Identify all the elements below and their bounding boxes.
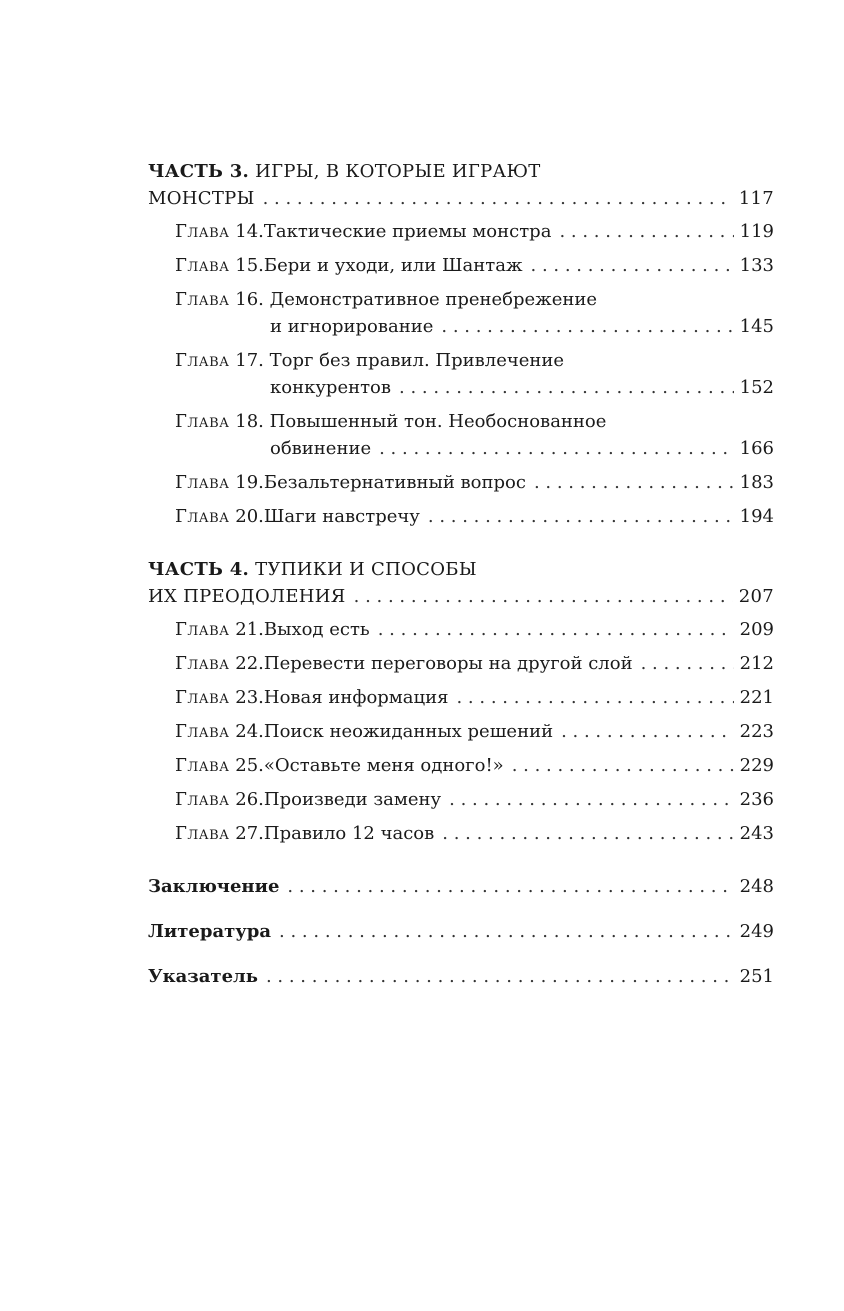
chapter-number: 23. [235, 687, 264, 708]
chapter-title-line [175, 286, 774, 313]
toc-part [148, 158, 774, 530]
dot-leader [449, 786, 734, 813]
chapter-title: Выход есть [263, 619, 370, 640]
chapter-prefix: Глава [175, 755, 230, 776]
toc-part [148, 556, 774, 847]
chapter-title: Шаги навстречу [263, 506, 420, 527]
page-number: 145 [739, 316, 774, 337]
chapter-prefix: Глава [175, 411, 230, 432]
chapter-list [148, 218, 774, 530]
chapter-row [175, 313, 774, 340]
chapter-row [175, 650, 774, 677]
back-matter-title: Заключение [148, 876, 280, 897]
dot-leader [354, 583, 733, 610]
dot-leader [266, 963, 734, 990]
chapter-row [175, 374, 774, 401]
part-title-text: ТУПИКИ И СПОСОБЫ [255, 559, 477, 580]
chapter-entry[interactable] [148, 650, 774, 677]
chapter-prefix: Глава [175, 221, 230, 242]
chapter-prefix: Глава [175, 472, 230, 493]
chapter-entry[interactable] [148, 820, 774, 847]
chapter-row [175, 752, 774, 779]
page-number: 212 [739, 653, 774, 674]
chapter-number: 19. [235, 472, 264, 493]
chapter-entry[interactable] [148, 752, 774, 779]
chapter-entry[interactable] [148, 616, 774, 643]
chapter-prefix: Глава [175, 506, 230, 527]
chapter-label [175, 752, 264, 779]
chapter-label [175, 289, 270, 310]
page-number: 236 [739, 789, 774, 810]
chapter-label [175, 252, 264, 279]
page-number: 248 [739, 876, 774, 897]
chapter-title: Повышенный тон. Необоснованное [269, 411, 607, 432]
part-title-line [148, 158, 774, 185]
dot-leader [512, 752, 734, 779]
chapter-label [175, 820, 264, 847]
page-number: 207 [738, 586, 774, 607]
chapter-title: «Оставьте меня одного!» [263, 755, 504, 776]
dot-leader [561, 718, 734, 745]
chapter-title: Правило 12 часов [263, 823, 435, 844]
chapter-label [175, 503, 264, 530]
chapter-prefix: Глава [175, 350, 230, 371]
back-matter-entry[interactable] [148, 963, 774, 990]
chapter-row [175, 820, 774, 847]
page-number: 194 [739, 506, 774, 527]
dot-leader [378, 616, 734, 643]
chapter-title: Демонстративное пренебрежение [269, 289, 598, 310]
part-label: ЧАСТЬ 3. [148, 161, 250, 182]
back-matter [148, 873, 774, 990]
back-matter-entry[interactable] [148, 918, 774, 945]
chapter-entry[interactable] [148, 503, 774, 530]
back-matter-title: Литература [148, 921, 272, 942]
dot-leader [641, 650, 734, 677]
chapter-row [175, 218, 774, 245]
chapter-row [175, 469, 774, 496]
chapter-number: 14. [235, 221, 264, 242]
chapter-prefix: Глава [175, 255, 230, 276]
table-of-contents [148, 158, 774, 1008]
chapter-title: Поиск неожиданных решений [263, 721, 554, 742]
chapter-number: 17. [235, 350, 264, 371]
chapter-number: 22. [235, 653, 264, 674]
part-title-row[interactable] [148, 185, 774, 212]
chapter-label [175, 718, 264, 745]
chapter-title: Торг без правил. Привлечение [269, 350, 565, 371]
page-number: 209 [739, 619, 774, 640]
chapter-label [175, 650, 264, 677]
chapter-number: 20. [235, 506, 264, 527]
chapter-label [175, 684, 264, 711]
chapter-number: 27. [235, 823, 264, 844]
chapter-prefix: Глава [175, 823, 230, 844]
chapter-entry[interactable] [148, 218, 774, 245]
chapter-prefix: Глава [175, 619, 230, 640]
page-number: 221 [739, 687, 774, 708]
page-number: 223 [739, 721, 774, 742]
chapter-entry[interactable] [148, 408, 774, 462]
page-number: 229 [739, 755, 774, 776]
part-label: ЧАСТЬ 4. [148, 559, 250, 580]
chapter-row [175, 435, 774, 462]
page-number: 117 [738, 188, 774, 209]
chapter-entry[interactable] [148, 718, 774, 745]
chapter-title: Тактические приемы монстра [263, 221, 552, 242]
chapter-title-cont: конкурентов [270, 377, 392, 398]
page-number: 119 [739, 221, 774, 242]
chapter-number: 25. [235, 755, 264, 776]
chapter-label [175, 616, 264, 643]
chapter-title-line [175, 408, 774, 435]
chapter-prefix: Глава [175, 653, 230, 674]
chapter-entry[interactable] [148, 469, 774, 496]
dot-leader [279, 918, 734, 945]
chapter-prefix: Глава [175, 721, 230, 742]
page-number: 249 [739, 921, 774, 942]
dot-leader [559, 218, 733, 245]
dot-leader [399, 374, 734, 401]
page-number: 183 [739, 472, 774, 493]
chapter-title-cont: и игнорирование [270, 316, 434, 337]
chapter-prefix: Глава [175, 289, 230, 310]
dot-leader [456, 684, 733, 711]
chapter-title: Произведи замену [263, 789, 442, 810]
chapter-title: Перевести переговоры на другой слой [263, 653, 633, 674]
dot-leader [428, 503, 734, 530]
chapter-row [175, 252, 774, 279]
dot-leader [442, 820, 733, 847]
dot-leader [531, 252, 734, 279]
chapter-entry[interactable] [148, 252, 774, 279]
chapter-title: Новая информация [263, 687, 449, 708]
chapter-number: 15. [235, 255, 264, 276]
part-title-text-cont: ИХ ПРЕОДОЛЕНИЯ [148, 586, 346, 607]
chapter-row [175, 718, 774, 745]
chapter-label [175, 350, 270, 371]
back-matter-title: Указатель [148, 966, 258, 987]
chapter-row [175, 786, 774, 813]
part-title-line [148, 556, 774, 583]
chapter-entry[interactable] [148, 286, 774, 340]
dot-leader [534, 469, 734, 496]
part-title-text-cont: МОНСТРЫ [148, 188, 255, 209]
chapter-entry[interactable] [148, 684, 774, 711]
back-matter-entry[interactable] [148, 873, 774, 900]
chapter-number: 16. [235, 289, 264, 310]
dot-leader [441, 313, 733, 340]
chapter-entry[interactable] [148, 347, 774, 401]
chapter-number: 21. [235, 619, 264, 640]
page-number: 133 [739, 255, 774, 276]
dot-leader [379, 435, 734, 462]
page-number: 251 [739, 966, 774, 987]
dot-leader [263, 185, 733, 212]
chapter-label [175, 218, 264, 245]
chapter-label [175, 469, 264, 496]
chapter-entry[interactable] [148, 786, 774, 813]
chapter-title-cont: обвинение [270, 438, 372, 459]
chapter-prefix: Глава [175, 789, 230, 810]
chapter-row [175, 503, 774, 530]
chapter-number: 18. [235, 411, 264, 432]
chapter-title: Бери и уходи, или Шантаж [263, 255, 523, 276]
chapter-prefix: Глава [175, 687, 230, 708]
chapter-title: Безальтернативный вопрос [263, 472, 526, 493]
chapter-row [175, 616, 774, 643]
page-number: 166 [739, 438, 774, 459]
chapter-number: 24. [235, 721, 264, 742]
chapter-number: 26. [235, 789, 264, 810]
chapter-title-line [175, 347, 774, 374]
chapter-list [148, 616, 774, 847]
chapter-row [175, 684, 774, 711]
chapter-label [175, 786, 264, 813]
dot-leader [287, 873, 733, 900]
page-number: 243 [739, 823, 774, 844]
chapter-label [175, 411, 270, 432]
page-number: 152 [739, 377, 774, 398]
part-title-text: ИГРЫ, В КОТОРЫЕ ИГРАЮТ [255, 161, 541, 182]
part-title-row[interactable] [148, 583, 774, 610]
